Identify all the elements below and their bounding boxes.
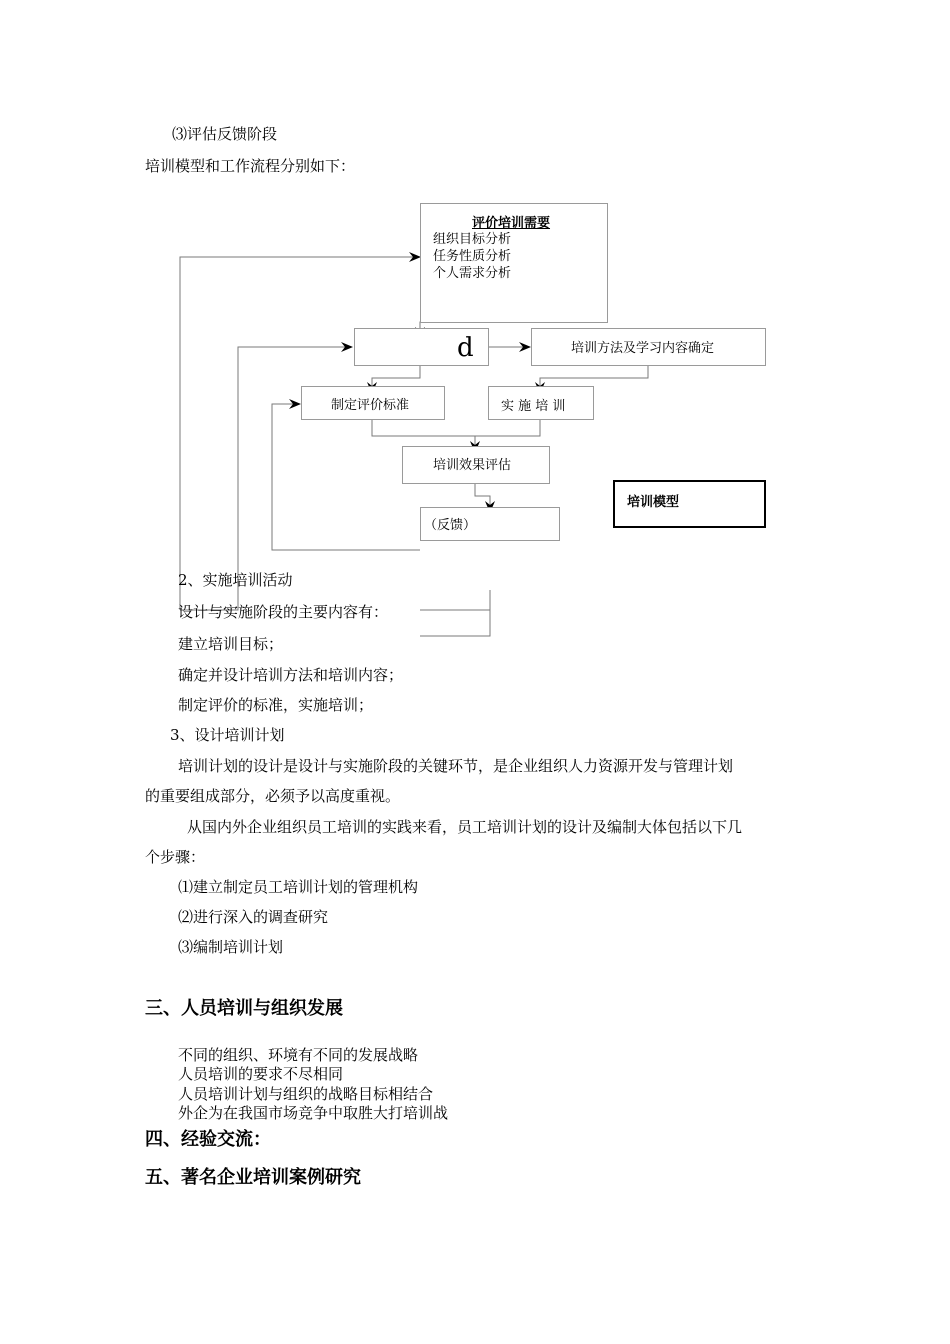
org-line: 不同的组织、环境有不同的发展战略 [178, 1046, 419, 1064]
section3-paragraph: 的重要组成部分，必须予以高度重视。 [145, 787, 401, 805]
org-line: 人员培训计划与组织的战略目标相结合 [178, 1085, 434, 1103]
section2-line: 建立培训目标； [178, 635, 284, 653]
section-heading-3: 三、人员培训与组织发展 [145, 998, 343, 1019]
evaluate-box-label: 培训效果评估 [433, 458, 512, 473]
org-line: 外企为在我国市场竞争中取胜大打培训战 [178, 1104, 449, 1122]
section3-paragraph: 培训计划的设计是设计与实施阶段的关键环节，是企业组织人力资源开发与管理计划 [178, 757, 734, 775]
methods-box [531, 328, 766, 366]
model-label: 培训模型 [627, 495, 680, 510]
stage3-text: ⑶评估反馈阶段 [172, 125, 278, 143]
section2-line: 制定评价的标准，实施培训； [178, 696, 374, 714]
section2-line: 设计与实施阶段的主要内容有： [178, 603, 389, 621]
needs-line: 个人需求分析 [433, 266, 512, 281]
implement-box [488, 386, 594, 420]
goal-box-partial-text: d [457, 333, 474, 363]
feedback-box [420, 507, 560, 541]
model-label-box [613, 480, 766, 528]
needs-line: 组织目标分析 [433, 232, 512, 247]
needs-box-title: 评价培训需要 [472, 216, 551, 231]
goal-box [354, 328, 489, 366]
section-heading-5: 五、著名企业培训案例研究 [145, 1167, 361, 1188]
section2-line: 确定并设计培训方法和培训内容； [178, 666, 404, 684]
step-item: ⑶编制培训计划 [178, 938, 284, 956]
evaluate-box [402, 446, 550, 484]
section3-paragraph: 个步骤： [145, 848, 206, 866]
feedback-box-label: （反馈） [424, 518, 477, 533]
needs-box [420, 203, 608, 323]
section-heading-4: 四、经验交流： [145, 1129, 271, 1150]
standard-box [301, 386, 445, 420]
section3-heading: 3、设计培训计划 [170, 726, 285, 744]
methods-box-label: 培训方法及学习内容确定 [571, 341, 715, 356]
step-item: ⑵进行深入的调查研究 [178, 908, 329, 926]
implement-box-label: 实 施 培 训 [501, 399, 566, 414]
section3-paragraph: 从国内外企业组织员工培训的实践来看，员工培训计划的设计及编制大体包括以下几 [187, 818, 743, 836]
section2-heading: 2、实施培训活动 [178, 571, 293, 589]
needs-line: 任务性质分析 [433, 249, 512, 264]
step-item: ⑴建立制定员工培训计划的管理机构 [178, 878, 419, 896]
model-intro-text: 培训模型和工作流程分别如下： [145, 157, 356, 175]
org-line: 人员培训的要求不尽相同 [178, 1065, 344, 1083]
standard-box-label: 制定评价标准 [331, 398, 410, 413]
